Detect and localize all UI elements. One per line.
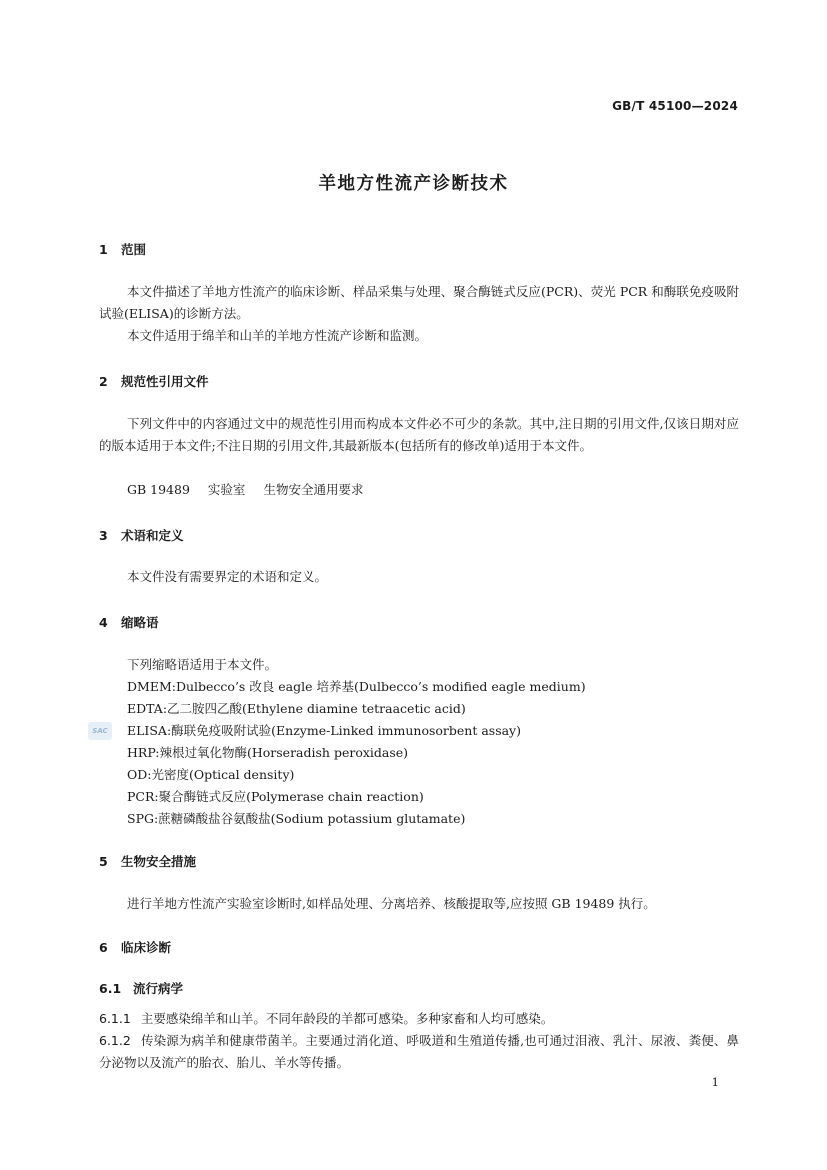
section-5-paragraph-1: 进行羊地方性流产实验室诊断时,如样品处理、分离培养、核酸提取等,应按照 GB 19489 执行。	[127, 896, 656, 911]
section-1-heading	[99, 240, 146, 258]
document-title: 羊地方性流产诊断技术	[318, 174, 509, 194]
clause-6-1-2-number: 6.1.2	[99, 1033, 131, 1048]
section-6-title: 临床诊断	[121, 940, 172, 955]
reference-title-part-2: 生物安全通用要求	[263, 482, 364, 497]
section-2-heading	[99, 372, 209, 390]
clause-6-1-2	[99, 1030, 739, 1074]
page-number: 1	[711, 1075, 719, 1089]
abbreviation-item: EDTA:乙二胺四乙酸(Ethylene diamine tetraacetic acid)	[127, 701, 466, 716]
abbreviation-item: PCR:聚合酶链式反应(Polymerase chain reaction)	[127, 789, 424, 804]
reference-title-part-1: 实验室	[207, 482, 246, 497]
section-1-paragraph-1: 本文件描述了羊地方性流产的临床诊断、样品采集与处理、聚合酶链式反应(PCR)、荧光 PCR 和酶联免疫吸附试验(ELISA)的诊断方法。	[99, 284, 739, 321]
section-4-title: 缩略语	[121, 615, 159, 630]
sac-watermark-logo: SAC	[88, 722, 112, 740]
subsection-6-1-title: 流行病学	[133, 981, 184, 996]
clause-6-1-1	[99, 1008, 739, 1030]
section-1-title: 范围	[121, 242, 147, 257]
section-5-heading	[99, 852, 196, 870]
abbreviation-item: ELISA:酶联免疫吸附试验(Enzyme-Linked immunosorbent assay)	[127, 723, 522, 738]
section-6-heading	[99, 938, 171, 956]
section-2-number: 2	[99, 374, 108, 389]
abbreviation-item: SPG:蔗糖磷酸盐谷氨酸盐(Sodium potassium glutamate)	[127, 811, 466, 826]
abbreviation-item: HRP:辣根过氧化物酶(Horseradish peroxidase)	[127, 745, 409, 760]
abbreviation-item: OD:光密度(Optical density)	[127, 767, 295, 782]
section-3-heading	[99, 526, 184, 544]
section-1-number: 1	[99, 242, 108, 257]
section-5-number: 5	[99, 854, 108, 869]
standard-code: GB/T 45100—2024	[612, 99, 738, 113]
section-5-title: 生物安全措施	[121, 854, 197, 869]
section-2-paragraph-1: 下列文件中的内容通过文中的规范性引用而构成本文件必不可少的条款。其中,注日期的引用文件,仅该日期对应的版本适用于本文件;不注日期的引用文件,其最新版本(包括所有的修改单)适用于本文件。	[99, 416, 739, 453]
abbreviation-intro: 下列缩略语适用于本文件。	[127, 657, 278, 672]
reference-code: GB 19489	[127, 482, 190, 497]
section-3-title: 术语和定义	[121, 528, 184, 543]
section-1-paragraph-2: 本文件适用于绵羊和山羊的羊地方性流产诊断和监测。	[127, 328, 428, 343]
section-2-reference	[127, 479, 363, 501]
clause-6-1-2-text: 传染源为病羊和健康带菌羊。主要通过消化道、呼吸道和生殖道传播,也可通过泪液、乳汁、尿液、粪便、鼻分泌物以及流产的胎衣、胎儿、羊水等传播。	[99, 1033, 739, 1070]
section-3-number: 3	[99, 528, 108, 543]
clause-6-1-1-text: 主要感染绵羊和山羊。不同年龄段的羊都可感染。多种家畜和人均可感染。	[140, 1011, 554, 1026]
section-3-paragraph-1: 本文件没有需要界定的术语和定义。	[127, 569, 328, 584]
abbreviation-item: DMEM:Dulbecco’s 改良 eagle 培养基(Dulbecco’s modified eagle medium)	[127, 679, 586, 694]
section-2-title: 规范性引用文件	[121, 374, 209, 389]
clause-6-1-1-number: 6.1.1	[99, 1011, 131, 1026]
section-6-number: 6	[99, 940, 108, 955]
subsection-6-1-number: 6.1	[99, 981, 122, 996]
subsection-6-1-heading	[99, 979, 183, 997]
section-4-number: 4	[99, 615, 108, 630]
section-4-heading	[99, 613, 159, 631]
